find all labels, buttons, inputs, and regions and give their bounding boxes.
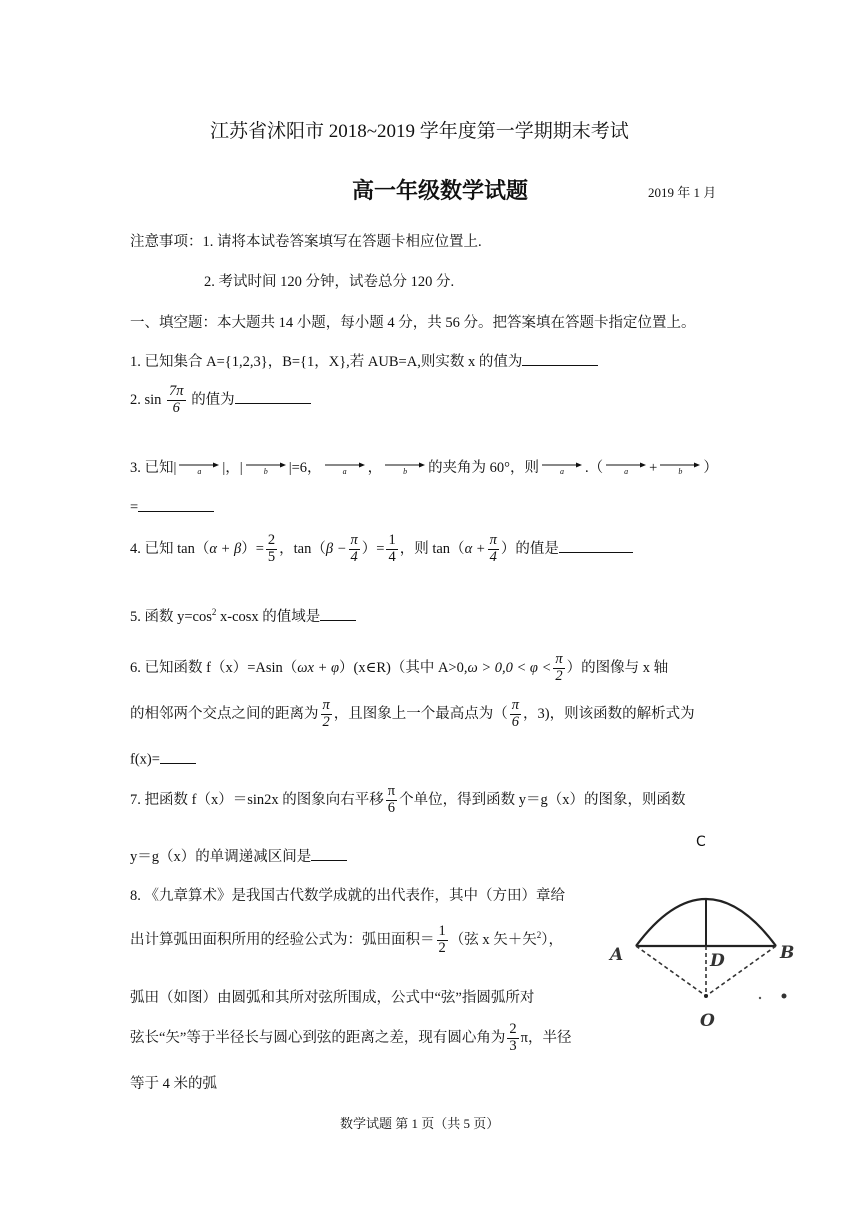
exam-date: 2019 年 1 月 — [648, 185, 717, 200]
question-3-sep: |，| — [222, 460, 243, 476]
fraction-numerator: 1 — [438, 923, 446, 939]
fraction-denominator: 4 — [350, 548, 358, 565]
fraction-numerator: 2 — [267, 532, 276, 548]
figure-label-o: O — [700, 1011, 715, 1030]
question-6-l2-tail: ，3)，则该函数的解析式为 — [523, 705, 695, 722]
fraction-numerator: π — [387, 783, 396, 799]
question-3-eq: = — [130, 499, 139, 516]
fraction-numerator: 7π — [169, 383, 184, 399]
vector-b: b — [659, 461, 701, 476]
notes-lead: 注意事项： — [130, 234, 203, 250]
question-3 — [130, 456, 718, 477]
math-expr: β − — [325, 540, 347, 557]
answer-blank — [138, 496, 214, 512]
question-4-then: ，则 tan（ — [399, 540, 465, 557]
fraction-denominator: 3 — [509, 1037, 517, 1054]
question-8-l2-end: ）， — [541, 931, 563, 948]
vector-a: a — [541, 461, 583, 476]
question-3-plus: + — [649, 460, 658, 476]
exam-subtitle: 高一年级数学试题 — [352, 179, 529, 204]
answer-blank — [160, 748, 196, 764]
fraction-denominator: 6 — [511, 713, 520, 730]
question-6-tail: ）的图像与 x 轴 — [566, 659, 669, 676]
question-6-line-3 — [130, 748, 196, 769]
question-7-line-1 — [130, 784, 685, 817]
fraction — [507, 1022, 518, 1055]
question-4-tail: ）的值是 — [500, 540, 559, 557]
fraction-numerator: π — [322, 697, 330, 713]
answer-blank — [559, 537, 633, 553]
answer-blank — [320, 606, 356, 622]
fraction — [510, 698, 521, 731]
vector-a: a — [324, 461, 366, 476]
fraction — [266, 533, 277, 566]
question-7-line-2 — [130, 845, 347, 866]
figure-label-b: B — [780, 943, 795, 963]
question-6-line-1 — [130, 652, 668, 685]
question-8-line-1: 8. 《九章算术》是我国古代数学成就的出代表作，其中（方田）章给 — [130, 888, 565, 904]
fraction-numerator: π — [489, 532, 497, 548]
question-2-tail: 的值为 — [191, 391, 235, 408]
question-6-mid: ）(x∈R)（其中 A>0, — [339, 659, 468, 676]
fraction-denominator: 2 — [438, 939, 446, 956]
question-3-sep: |=6， — [288, 460, 322, 476]
fraction-denominator: 5 — [267, 548, 276, 565]
fraction-numerator: 2 — [509, 1021, 517, 1037]
vector-b: b — [384, 461, 426, 476]
question-4 — [130, 533, 633, 566]
question-6-l2-pre: 的相邻两个交点之间的距离为 — [130, 705, 319, 722]
question-8-line-4 — [130, 1022, 571, 1055]
page-footer: 数学试题 第 1 页（共 5 页） — [340, 1116, 500, 1131]
fraction — [167, 384, 186, 417]
question-2-num: 2. sin — [130, 391, 162, 408]
math-expr: α + — [464, 540, 486, 557]
fraction-numerator: 1 — [388, 532, 396, 548]
notes-item-1: 1. 请将本试卷答案填写在答题卡相应位置上. — [202, 234, 482, 250]
question-1-text: 1. 已知集合 A={1,2,3}，B={1，X},若 AUB=A,则实数 x 的值为 — [130, 354, 523, 370]
answer-blank — [311, 846, 347, 862]
notes-line-1 — [130, 230, 482, 251]
question-4-num: 4. 已知 tan（ — [130, 540, 210, 557]
answer-blank — [235, 388, 311, 404]
question-6-line-2 — [130, 698, 695, 731]
fraction-denominator: 6 — [387, 799, 396, 816]
question-7-tail: 个单位，得到函数 y＝g（x）的图象，则函数 — [399, 791, 686, 808]
question-6-l3: f(x)= — [130, 751, 160, 768]
figure-label-a: A — [610, 945, 624, 965]
fraction-denominator: 4 — [388, 548, 396, 565]
arc-field-figure — [600, 870, 810, 1030]
question-3-num: 3. 已知| — [130, 460, 177, 476]
vector-a: a — [178, 461, 220, 476]
question-4-eq: ）= — [361, 540, 385, 557]
fraction-numerator: π — [511, 697, 520, 713]
question-8-line-5: 等于 4 米的弧 — [130, 1076, 217, 1092]
question-4-eq: ）= — [241, 540, 264, 557]
exam-title: 江苏省沭阳市 2018~2019 学年度第一学期期末考试 — [210, 121, 629, 142]
question-5-pre: 5. 函数 y=cos — [130, 609, 212, 625]
figure-label-d: D — [710, 951, 725, 971]
question-8-l2-tail: （弦 x 矢＋矢 — [449, 931, 537, 948]
question-5 — [130, 605, 356, 626]
notes-item-2: 2. 考试时间 120 分钟，试卷总分 120 分. — [204, 274, 455, 290]
question-8-line-3: 弧田（如图）由圆弧和其所对弦所围成，公式中“弦”指圆弧所对 — [130, 990, 535, 1006]
fraction — [488, 533, 499, 566]
question-8-l4-pre: 弦长“矢”等于半径长与圆心到弦的距离之差，现有圆心角为 — [130, 1029, 506, 1046]
question-3-close: ） — [703, 460, 718, 476]
fraction — [437, 924, 448, 957]
question-3-tail: 的夹角为 60°，则 — [428, 460, 539, 476]
fraction-numerator: π — [555, 651, 563, 667]
fraction — [386, 784, 397, 817]
fraction — [553, 652, 564, 685]
question-2 — [130, 384, 311, 417]
question-3-sep: ， — [367, 460, 383, 476]
question-4-mid: ，tan（ — [279, 540, 326, 557]
question-3-line-2 — [130, 496, 214, 517]
math-expr: α + β — [209, 540, 242, 557]
superscript: 2 — [211, 607, 217, 618]
fraction-numerator: π — [350, 532, 358, 548]
fraction-denominator: 6 — [172, 399, 180, 416]
figure-dot — [759, 997, 761, 999]
math-expr: ωx + φ — [297, 659, 340, 676]
answer-blank — [522, 351, 598, 367]
figure-dot — [782, 994, 787, 999]
vector-b: b — [245, 461, 287, 476]
fraction-denominator: 4 — [489, 548, 497, 565]
question-8-l4-tail: π，半径 — [520, 1029, 572, 1046]
fraction-denominator: 2 — [555, 667, 563, 684]
question-3-dot: .（ — [585, 460, 604, 476]
question-7-pre: 7. 把函数 f（x）＝sin2x 的图象向右平移 — [130, 791, 384, 808]
section-heading: 一、填空题：本大题共 14 小题，每小题 4 分，共 56 分。把答案填在答题卡指定位置上。 — [130, 315, 696, 331]
figure-label-c: C — [696, 834, 706, 850]
fraction-denominator: 2 — [322, 713, 330, 730]
question-5-post: x-cosx 的值域是 — [216, 609, 321, 625]
math-expr: ω > 0,0 < φ < — [467, 659, 552, 676]
fraction — [349, 533, 360, 566]
superscript: 2 — [536, 929, 542, 940]
question-7-l2: y＝g（x）的单调递减区间是 — [130, 849, 312, 865]
fraction — [386, 533, 397, 566]
vector-a: a — [605, 461, 647, 476]
question-8-l2-pre: 出计算弧田面积所用的经验公式为：弧田面积＝ — [130, 931, 435, 948]
question-6-pre: 6. 已知函数 f（x）=Asin（ — [130, 659, 298, 676]
question-6-l2-mid: ，且图象上一个最高点为（ — [333, 705, 508, 722]
question-1 — [130, 350, 598, 371]
fraction — [321, 698, 332, 731]
question-8-line-2 — [130, 924, 563, 957]
